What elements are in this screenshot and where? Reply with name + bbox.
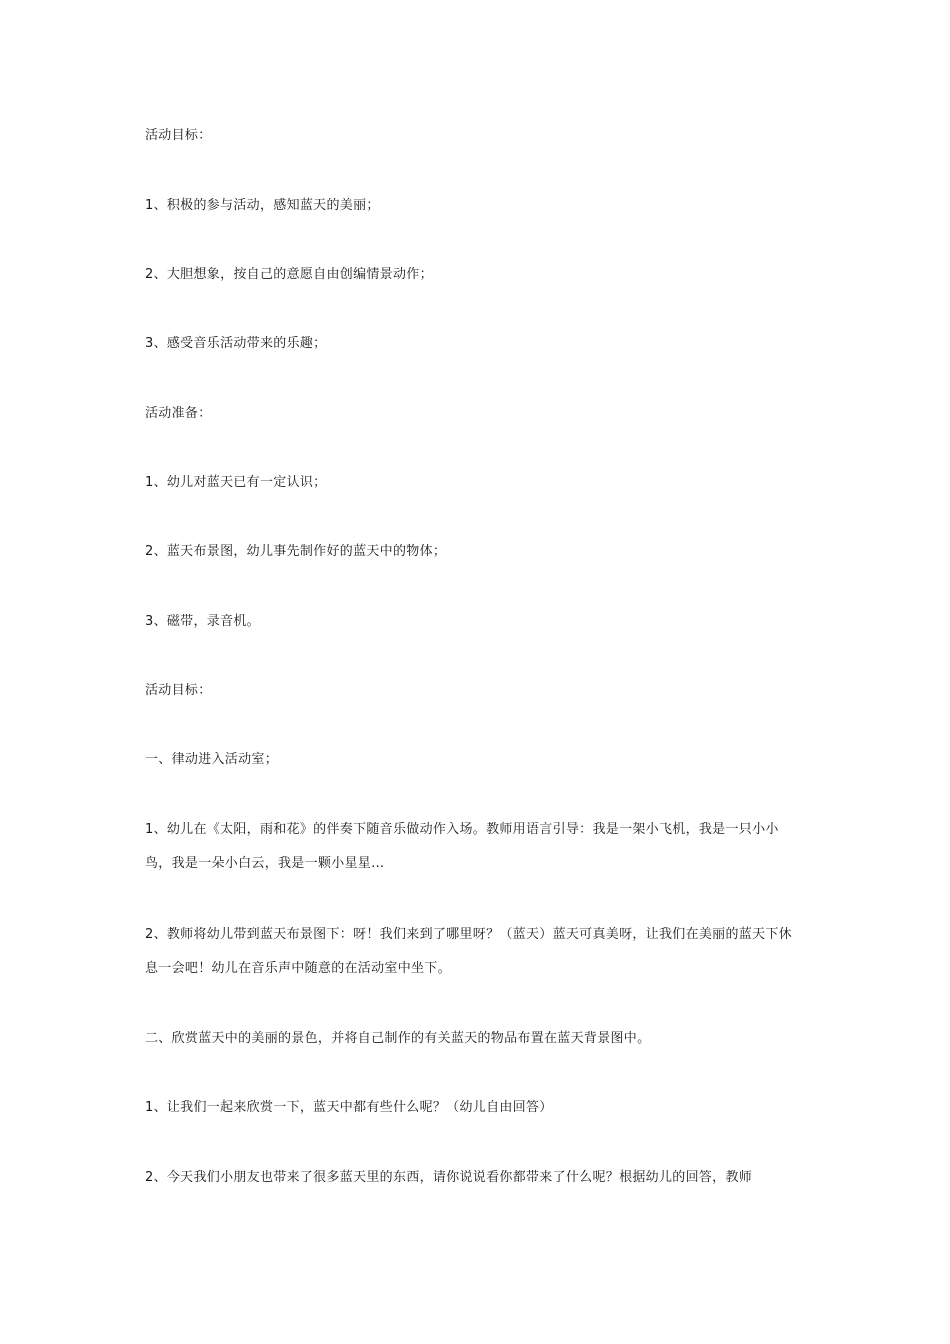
section-heading-goals-2: 活动目标： — [145, 683, 212, 698]
section-heading-goals: 活动目标： — [145, 128, 212, 143]
step-1-item-2: 2、教师将幼儿带到蓝天布景图下：呀！我们来到了哪里呀？（蓝天）蓝天可真美呀，让我们在美丽的蓝天下休息一会吧！幼儿在音乐声中随意的在活动室中坐下。 — [145, 927, 792, 976]
preparation-item-1: 1、幼儿对蓝天已有一定认识； — [145, 475, 327, 490]
step-1-item-1: 1、幼儿在《太阳，雨和花》的伴奏下随音乐做动作入场。教师用语言引导：我是一架小飞机，我是一只小小鸟，我是一朵小白云，我是一颗小星星… — [145, 822, 779, 871]
step-heading-1: 一、律动进入活动室； — [145, 752, 279, 767]
goal-item-2: 2、大胆想象，按自己的意愿自由创编情景动作； — [145, 267, 433, 282]
goal-item-3: 3、感受音乐活动带来的乐趣； — [145, 336, 327, 351]
step-2-item-2: 2、今天我们小朋友也带来了很多蓝天里的东西，请你说说看你都带来了什么呢？根据幼儿的回答，教师 — [145, 1170, 753, 1185]
preparation-item-2: 2、蓝天布景图，幼儿事先制作好的蓝天中的物体； — [145, 544, 447, 559]
preparation-item-3: 3、磁带，录音机。 — [145, 614, 260, 629]
section-heading-preparation: 活动准备： — [145, 406, 212, 421]
step-2-item-1: 1、让我们一起来欣赏一下，蓝天中都有些什么呢？（幼儿自由回答） — [145, 1100, 553, 1115]
goal-item-1: 1、积极的参与活动，感知蓝天的美丽； — [145, 198, 380, 213]
step-heading-2: 二、欣赏蓝天中的美丽的景色，并将自己制作的有关蓝天的物品布置在蓝天背景图中。 — [145, 1031, 651, 1046]
